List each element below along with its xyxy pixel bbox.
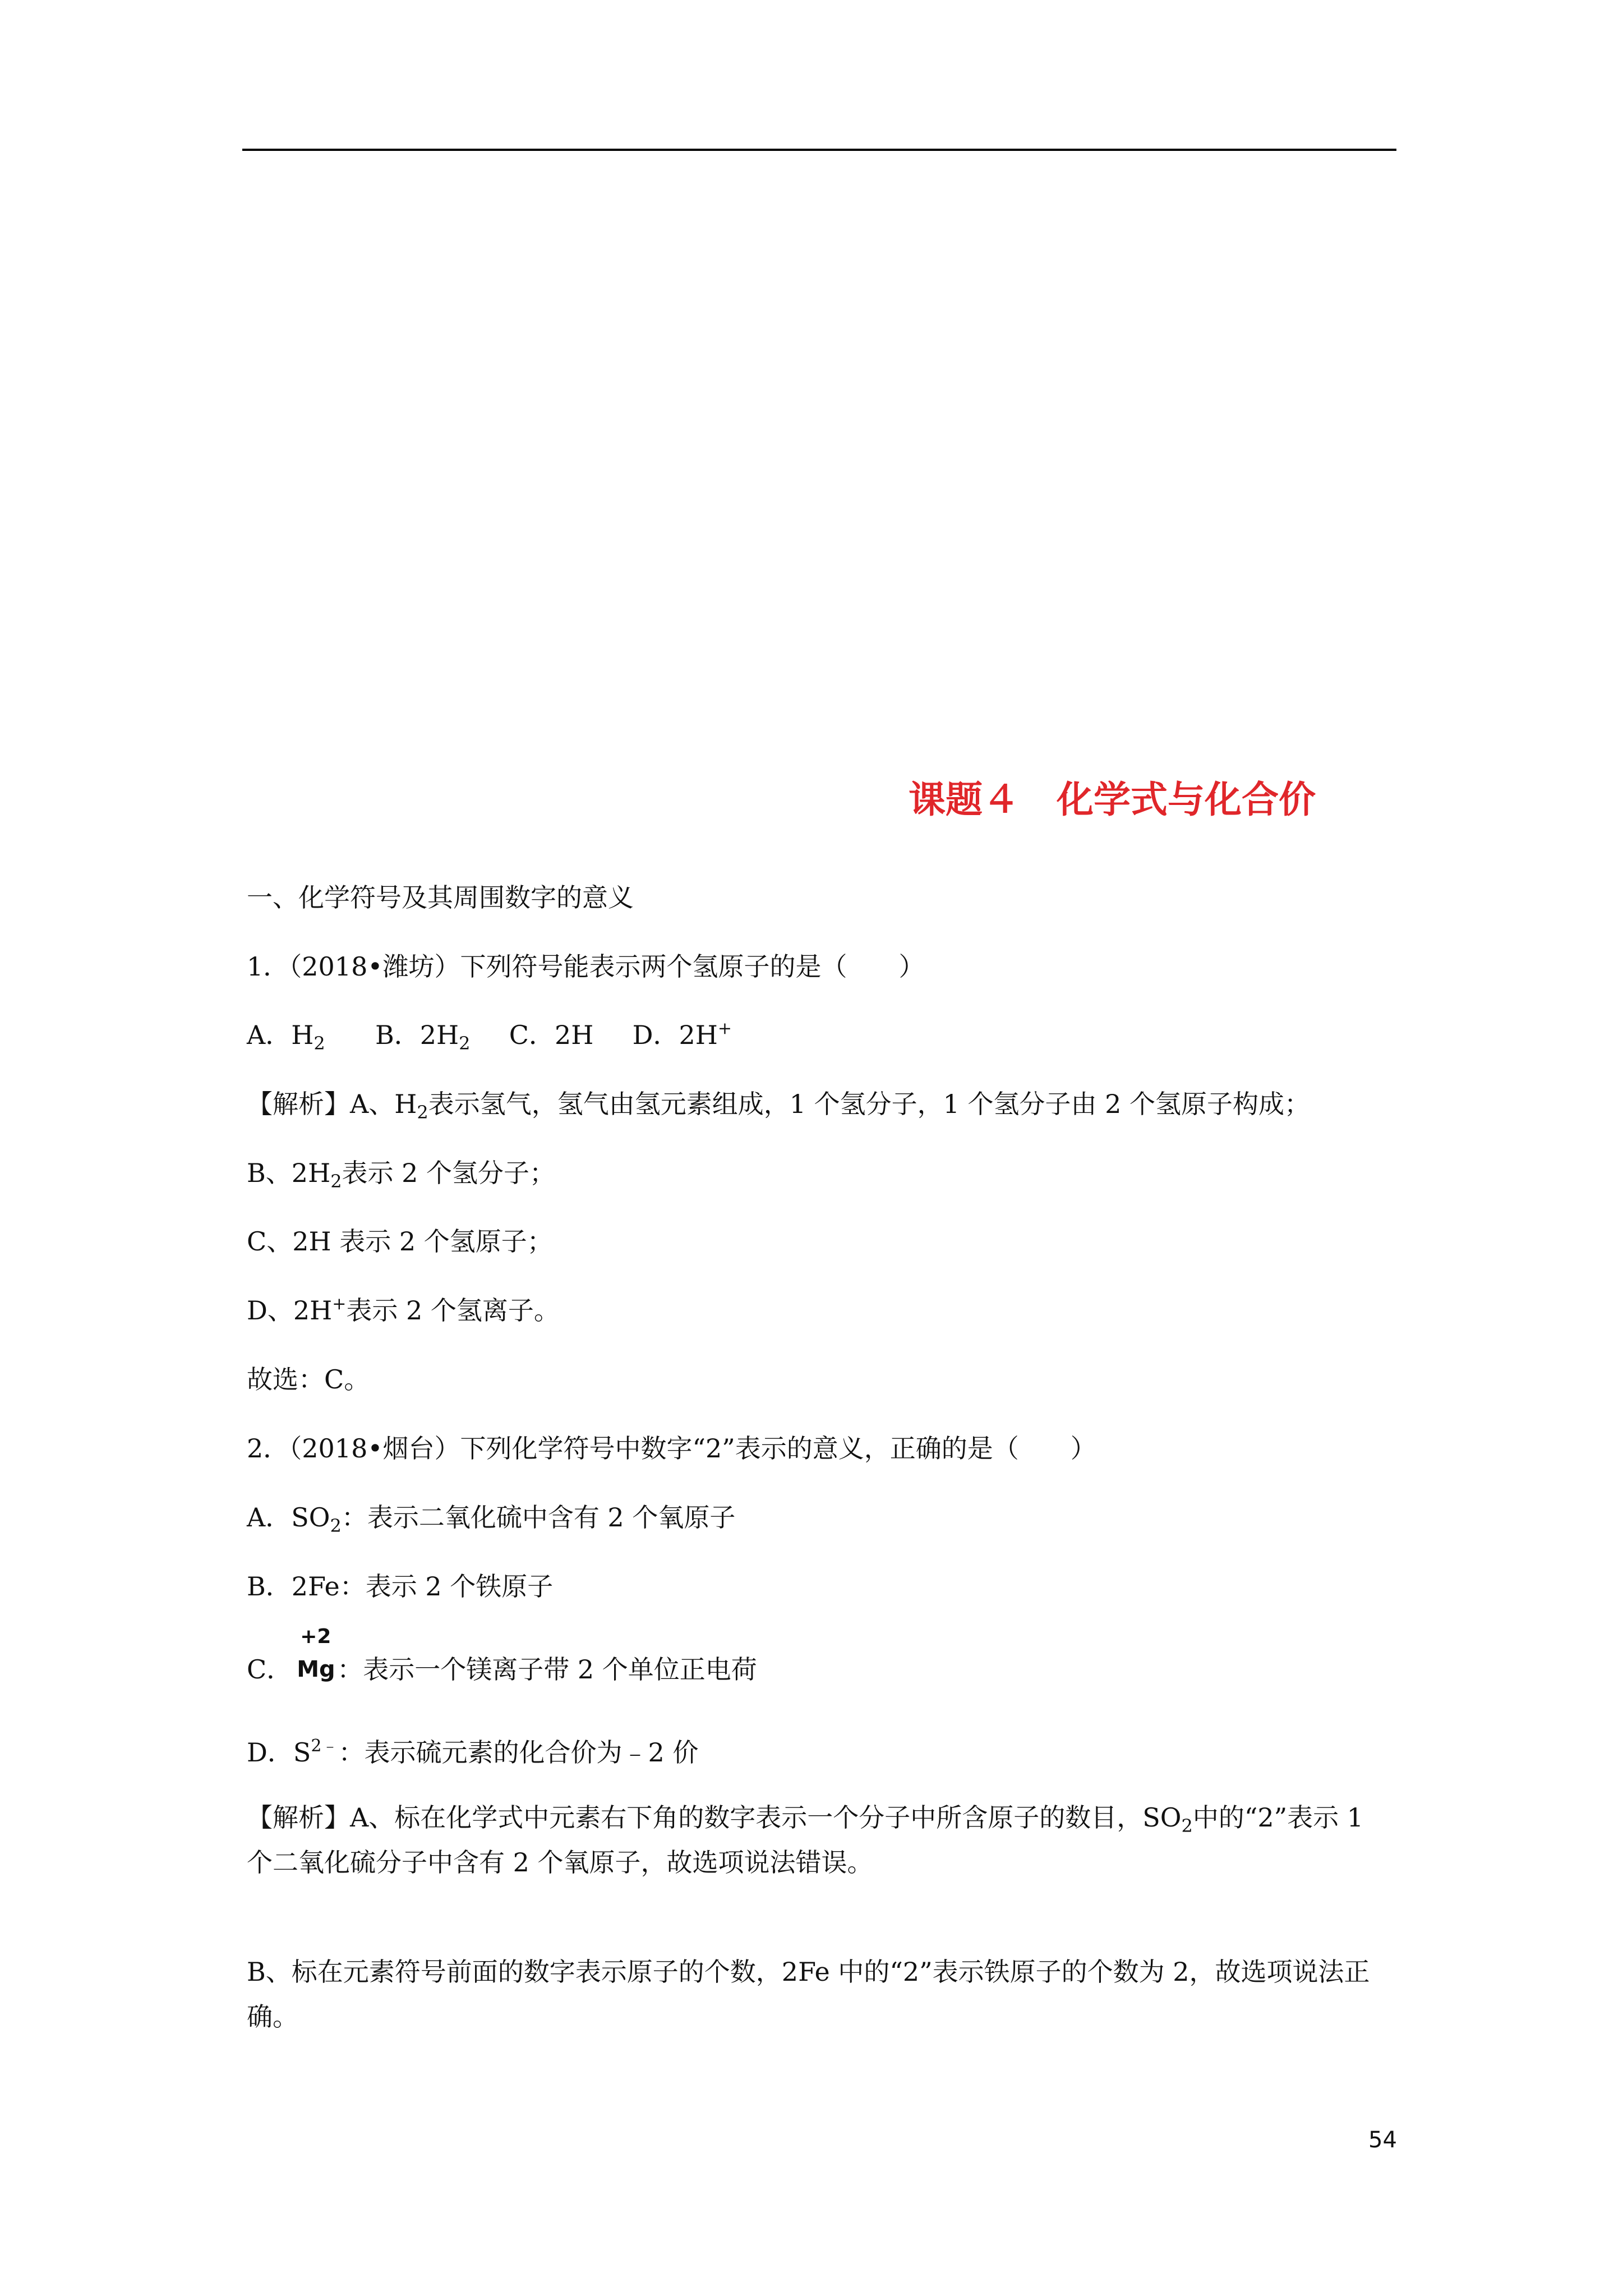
option-b-formula: B．2H: [375, 1020, 459, 1050]
q2-option-a-subscript: 2: [330, 1515, 342, 1536]
option-a-label: A．: [247, 1020, 292, 1050]
q2-analysis-a: [247, 1795, 1396, 1885]
question-1-options: [247, 1017, 732, 1053]
analysis-a-text: 表示氢气，氢气由氢元素组成，1 个氢分子，1 个氢分子由 2 个氢原子构成；: [428, 1089, 1310, 1119]
q2-option-c-label: C．: [247, 1654, 293, 1685]
q1-analysis-a: [247, 1086, 1310, 1122]
analysis-d-prefix: D、2H: [247, 1295, 333, 1326]
q2-option-c-text: ：表示一个镁离子带 2 个单位正电荷: [337, 1654, 757, 1685]
analysis-a-prefix: 【解析】A、H: [247, 1089, 417, 1119]
valence-element: Mg: [297, 1657, 335, 1682]
page-title: 课题４ 化学式与化合价: [909, 777, 1316, 821]
option-c-formula: C．2H: [509, 1020, 594, 1050]
analysis-b-text: 表示 2 个氢分子；: [342, 1158, 556, 1188]
q2-option-d-superscript: 2﹣: [311, 1736, 339, 1756]
q2-option-d: [247, 1734, 698, 1770]
option-a-subscript: 2: [313, 1033, 325, 1054]
analysis-d-text: 表示 2 个氢离子。: [346, 1295, 560, 1326]
valence-symbol: [292, 1625, 337, 1687]
q2-option-a: [247, 1499, 735, 1535]
q2-analysis-a-text: 中的“2”表示 1 个二氧化硫分子中含有 2 个氧原子，故选项说法错误。: [247, 1802, 1364, 1878]
q2-option-b: B．2Fe：表示 2 个铁原子: [247, 1571, 554, 1602]
analysis-b-prefix: B、2H: [247, 1158, 331, 1188]
q2-option-a-text: ：表示二氧化硫中含有 2 个氧原子: [341, 1502, 736, 1533]
section-heading: 一、化学符号及其周围数字的意义: [247, 882, 634, 913]
question-1-stem: 1．（2018•潍坊）下列符号能表示两个氢原子的是（ ）: [247, 951, 925, 982]
q1-answer: 故选：C。: [247, 1364, 370, 1395]
header-rule: [242, 149, 1396, 151]
q2-option-d-text: ：表示硫元素的化合价为﹣2 价: [338, 1737, 699, 1768]
q2-option-c: [247, 1625, 757, 1687]
q1-analysis-c: C、2H 表示 2 个氢原子；: [247, 1226, 553, 1257]
option-a-formula: H: [291, 1020, 314, 1050]
question-2-stem: 2．（2018•烟台）下列化学符号中数字“2”表示的意义，正确的是（ ）: [247, 1433, 1096, 1464]
analysis-b-subscript: 2: [330, 1171, 342, 1192]
q2-analysis-a-subscript: 2: [1181, 1815, 1193, 1837]
q2-analysis-b: B、标在元素符号前面的数字表示原子的个数，2Fe 中的“2”表示铁原子的个数为 2，故选项说法正确。: [247, 1957, 1370, 2032]
option-d-formula: D．2H: [632, 1020, 718, 1050]
q2-option-a-prefix: A．SO: [247, 1502, 330, 1533]
valence-number: +2: [300, 1625, 331, 1648]
q1-analysis-d: [247, 1292, 560, 1328]
q1-analysis-b: [247, 1155, 555, 1191]
analysis-d-superscript: +: [332, 1294, 347, 1314]
q2-analysis-a-prefix: 【解析】A、标在化学式中元素右下角的数字表示一个分子中所含原子的数目，SO: [247, 1802, 1182, 1833]
analysis-a-subscript: 2: [417, 1102, 428, 1123]
option-d-superscript: +: [717, 1019, 732, 1038]
q2-option-d-prefix: D．S: [247, 1737, 311, 1768]
page-number: 54: [1368, 2127, 1397, 2153]
option-b-subscript: 2: [459, 1033, 471, 1054]
